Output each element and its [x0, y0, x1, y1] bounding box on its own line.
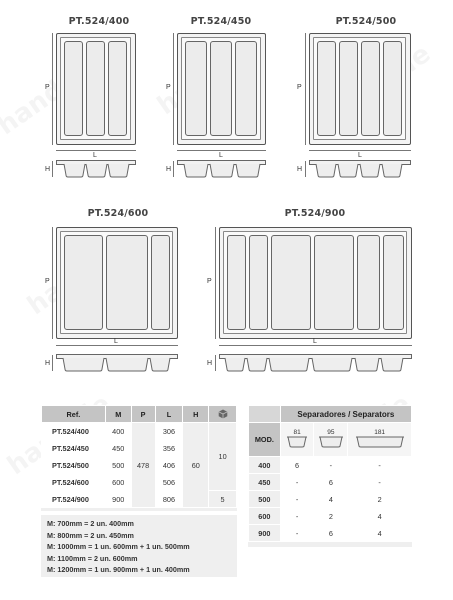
header-ref: Ref.: [42, 406, 106, 423]
divider-slot: [383, 41, 402, 136]
qty-95: 6: [314, 525, 348, 542]
divider-slot: [151, 235, 170, 330]
spec-table: [41, 405, 237, 508]
dimension-line-l: [56, 150, 136, 151]
divider-slot: [210, 41, 232, 136]
mod-value: 900: [249, 525, 281, 542]
header-h: H: [183, 406, 209, 423]
divider-slot: [383, 235, 404, 330]
separator-size: 181: [374, 429, 386, 436]
combination-notes: [41, 515, 237, 577]
divider-slot: [227, 235, 246, 330]
dimension-line-h: [52, 355, 53, 371]
separator-95: [314, 423, 348, 457]
tray-inner: [60, 37, 131, 140]
qty-81: -: [280, 474, 314, 491]
mod-value: 500: [249, 491, 281, 508]
note-line: M: 800mm = 2 un. 450mm: [47, 530, 134, 540]
qty-181: 2: [348, 491, 412, 508]
divider-slot: [361, 41, 380, 136]
divider-slot: [108, 41, 127, 136]
qty-181: -: [348, 474, 412, 491]
dimension-label-p: P: [166, 84, 171, 91]
row-ref: PT.524/400: [42, 423, 106, 440]
separator-size: 81: [293, 429, 301, 436]
tray-inner: [181, 37, 261, 140]
qty-81: -: [280, 491, 314, 508]
dimension-label-l: L: [219, 152, 223, 159]
dimension-line-p: [52, 227, 53, 339]
tray-outline: [219, 227, 412, 339]
dimension-line-l: [309, 150, 411, 151]
note-line: M: 700mm = 2 un. 400mm: [47, 519, 134, 528]
row-l: 506: [155, 474, 183, 491]
separators-title: Separadores / Separators: [280, 406, 411, 423]
divider-slot: [86, 41, 105, 136]
qty-81: -: [280, 525, 314, 542]
row-m: 400: [105, 423, 131, 440]
dimension-line-l: [177, 150, 266, 151]
dimension-line-h: [215, 355, 216, 371]
dimension-label-l: L: [114, 338, 118, 345]
qty-181: 4: [348, 508, 412, 525]
mod-value: 450: [249, 474, 281, 491]
header-p: P: [131, 406, 155, 423]
divider-slot: [314, 235, 354, 330]
separator-profile-icon: [318, 436, 344, 448]
qty-81: 6: [280, 457, 314, 474]
dimension-line-p: [173, 33, 174, 145]
drawing-title: PT.524/400: [68, 16, 130, 27]
divider-slot: [317, 41, 336, 136]
dimension-line-p: [215, 227, 216, 339]
p-value: 478: [131, 423, 155, 508]
dimension-label-l: L: [313, 338, 317, 345]
row-l: 806: [155, 491, 183, 508]
divider-slot: [64, 41, 83, 136]
dimension-label-l: L: [93, 152, 97, 159]
tray-inner: [60, 231, 173, 334]
divider-slot: [271, 235, 311, 330]
dimension-line-p: [305, 33, 306, 145]
note-line: M: 1000mm = 1 un. 600mm + 1 un. 500mm: [47, 542, 190, 552]
divider-slot: [249, 235, 268, 330]
dimension-label-h: H: [45, 360, 51, 367]
note-line: M: 1100mm = 2 un. 600mm: [47, 553, 138, 563]
drawing-title: PT.524/500: [335, 16, 397, 27]
row-l: 406: [155, 457, 183, 474]
tray-inner: [313, 37, 406, 140]
dimension-label-p: P: [297, 84, 302, 91]
row-ref: PT.524/450: [42, 440, 106, 457]
separator-181: [348, 423, 412, 457]
pack-value-a: 10: [209, 423, 237, 491]
tray-profile: [56, 160, 136, 178]
dimension-label-p: P: [45, 84, 50, 91]
separator-profile-icon: [355, 436, 405, 448]
qty-95: -: [314, 457, 348, 474]
header-l: L: [155, 406, 183, 423]
divider-slot: [64, 235, 103, 330]
separator-size: 95: [327, 429, 335, 436]
divider-slot: [357, 235, 380, 330]
separator-81: [280, 423, 314, 457]
qty-181: -: [348, 457, 412, 474]
qty-95: 6: [314, 474, 348, 491]
divider-slot: [235, 41, 257, 136]
dimension-line-h: [305, 161, 306, 177]
dimension-label-h: H: [297, 166, 303, 173]
dimension-label-p: P: [207, 278, 212, 285]
mod-value: 400: [249, 457, 281, 474]
row-m: 500: [105, 457, 131, 474]
dimension-line-l: [219, 345, 412, 346]
row-l: 356: [155, 440, 183, 457]
row-m: 600: [105, 474, 131, 491]
mod-value: 600: [249, 508, 281, 525]
separators-table: [248, 405, 412, 542]
divider-slot: [106, 235, 148, 330]
dimension-line-h: [173, 161, 174, 177]
tray-profile: [56, 354, 178, 372]
row-ref: PT.524/900: [42, 491, 106, 508]
row-l: 306: [155, 423, 183, 440]
dimension-label-h: H: [207, 360, 213, 367]
dimension-label-h: H: [166, 166, 172, 173]
qty-95: 2: [314, 508, 348, 525]
drawing-title: PT.524/450: [190, 16, 252, 27]
dimension-line-l: [56, 345, 178, 346]
header-m: M: [105, 406, 131, 423]
tray-outline: [56, 227, 178, 339]
separator-profile-icon: [286, 436, 308, 448]
header-pack: [209, 406, 237, 423]
pack-value-b: 5: [209, 491, 237, 508]
tray-outline: [309, 33, 411, 145]
row-m: 900: [105, 491, 131, 508]
divider-slot: [339, 41, 358, 136]
dimension-label-l: L: [358, 152, 362, 159]
row-ref: PT.524/500: [42, 457, 106, 474]
qty-95: 4: [314, 491, 348, 508]
tray-outline: [177, 33, 266, 145]
qty-181: 4: [348, 525, 412, 542]
tray-profile: [177, 160, 266, 178]
mod-label: MOD.: [249, 423, 281, 457]
tray-profile: [219, 354, 412, 372]
row-m: 450: [105, 440, 131, 457]
dimension-line-h: [52, 161, 53, 177]
dimension-label-h: H: [45, 166, 51, 173]
divider-slot: [185, 41, 207, 136]
row-ref: PT.524/600: [42, 474, 106, 491]
cube-icon: [218, 409, 228, 419]
qty-81: -: [280, 508, 314, 525]
drawing-title: PT.524/900: [284, 208, 346, 219]
dimension-line-p: [52, 33, 53, 145]
h-value: 60: [183, 423, 209, 508]
tray-profile: [309, 160, 411, 178]
note-line: M: 1200mm = 1 un. 900mm + 1 un. 400mm: [47, 565, 190, 575]
dimension-label-p: P: [45, 278, 50, 285]
tray-outline: [56, 33, 136, 145]
drawing-title: PT.524/600: [87, 208, 149, 219]
tray-inner: [223, 231, 407, 334]
